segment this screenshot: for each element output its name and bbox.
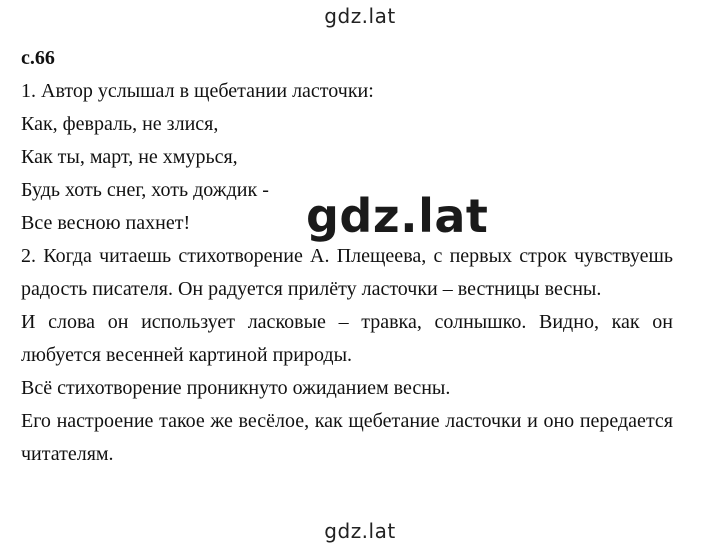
watermark-center: gdz.lat (306, 189, 489, 243)
poem-line: Как ты, март, не хмурься, (21, 146, 238, 168)
poem-line: Будь хоть снег, хоть дождик - (21, 179, 269, 201)
watermark-top: gdz.lat (324, 4, 396, 28)
page-number: с.66 (21, 47, 55, 69)
poem-line: Как, февраль, не злися, (21, 113, 219, 135)
answer2-paragraph: И слова он использует ласковые – травка, солнышко. Видно, как он любуется весенней картиной природы. (21, 311, 673, 366)
watermark-bottom: gdz.lat (324, 519, 396, 543)
answer2-paragraph: 2. Когда читаешь стихотворение А. Плещеева, с первых строк чувствуешь радость писателя. Он радуется прилёту ласточки – вестницы весны. (21, 245, 673, 300)
answer1-intro: 1. Автор услышал в щебетании ласточки: (21, 80, 374, 102)
answer2-paragraph: Его настроение такое же весёлое, как щебетание ласточки и оно передается читателям. (21, 410, 673, 465)
poem-line: Все весною пахнет! (21, 212, 191, 234)
answer2-paragraph: Всё стихотворение проникнуто ожиданием весны. (21, 377, 451, 399)
document-body (21, 42, 673, 471)
